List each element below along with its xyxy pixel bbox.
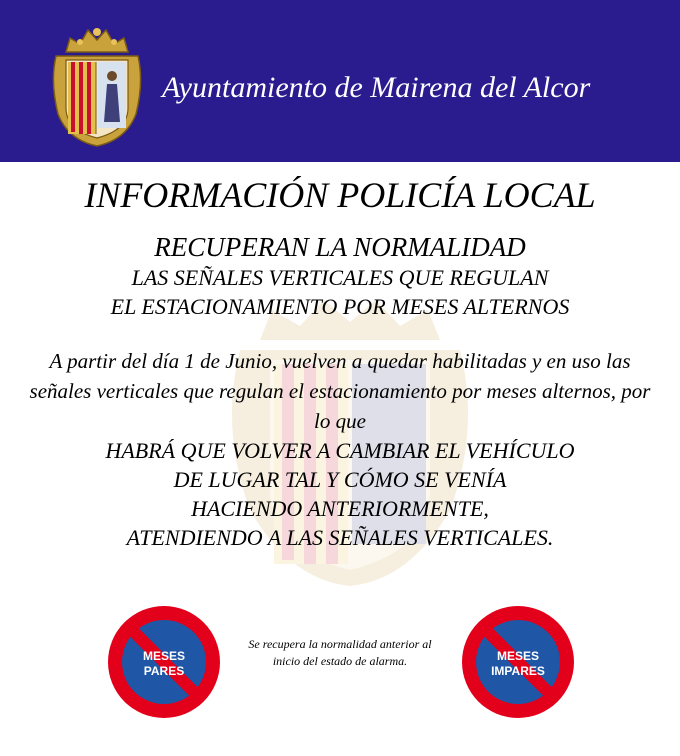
town-name: Ayuntamiento de Mairena del Alcor [162,71,591,104]
sign-label: IMPARES [491,664,545,678]
body-text: A partir del día 1 de Junio, vuelven a quedar habilitadas y en uso las señales verticales que regulan el estacionamiento por meses alternos, por lo que [29,349,651,433]
sign-label: MESES [496,649,539,663]
header-banner [0,0,680,162]
caps-line: HABRÁ QUE VOLVER A CAMBIAR EL VEHÍCULO [105,438,575,463]
sign-meses-pares [106,604,222,720]
subtitle-line: EL ESTACIONAMIENTO POR MESES ALTERNOS [110,294,570,319]
page-title: INFORMACIÓN POLICÍA LOCAL [84,175,596,215]
town-crest-icon [44,22,150,148]
sign-label: PARES [143,664,185,678]
caps-line: ATENDIENDO A LAS SEÑALES VERTICALES. [126,525,554,550]
caps-line: HACIENDO ANTERIORMENTE, [191,496,489,521]
sign-label: MESES [142,649,185,663]
caps-line: DE LUGAR TAL Y CÓMO SE VENÍA [173,467,507,492]
sign-meses-impares [460,604,576,720]
note-text: Se recupera la normalidad anterior al inicio del estado de alarma. [248,637,432,668]
subtitle-line: LAS SEÑALES VERTICALES QUE REGULAN [131,265,549,290]
subtitle: RECUPERAN LA NORMALIDAD [154,232,526,262]
